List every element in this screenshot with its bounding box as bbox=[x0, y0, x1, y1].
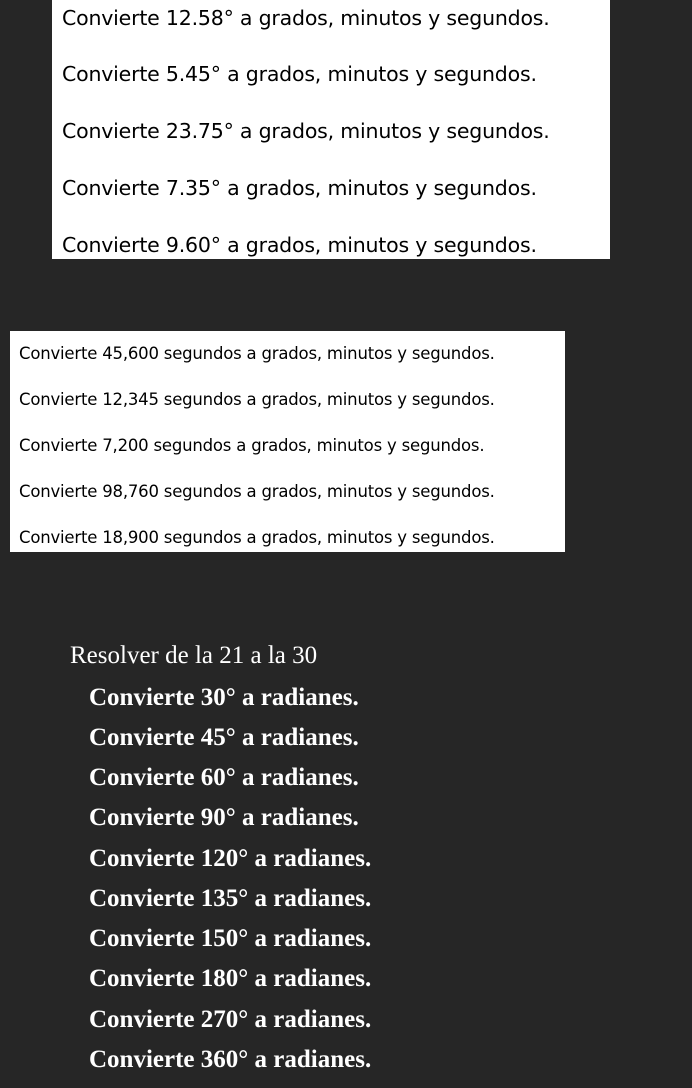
exercise-item: Convierte 12,345 segundos a grados, minutos y segundos. bbox=[19, 390, 495, 409]
problem-item: Convierte 90° a radianes. bbox=[89, 804, 359, 831]
exercise-item: Convierte 5.45° a grados, minutos y segundos. bbox=[62, 62, 537, 86]
problem-item: Convierte 180° a radianes. bbox=[89, 965, 372, 992]
problem-item: Convierte 270° a radianes. bbox=[89, 1006, 372, 1033]
problem-item: Convierte 60° a radianes. bbox=[89, 764, 359, 791]
section-title: Resolver de la 21 a la 30 bbox=[70, 642, 318, 669]
exercise-item: Convierte 98,760 segundos a grados, minutos y segundos. bbox=[19, 482, 495, 501]
problem-item: Convierte 30° a radianes. bbox=[89, 684, 359, 711]
problem-item: Convierte 150° a radianes. bbox=[89, 925, 372, 952]
exercise-item: Convierte 45,600 segundos a grados, minutos y segundos. bbox=[19, 344, 495, 363]
exercise-item: Convierte 23.75° a grados, minutos y segundos. bbox=[62, 119, 550, 143]
exercise-item: Convierte 12.58° a grados, minutos y segundos. bbox=[62, 6, 550, 30]
seconds-exercise-card bbox=[10, 331, 565, 552]
problem-item: Convierte 120° a radianes. bbox=[89, 845, 372, 872]
problem-item: Convierte 360° a radianes. bbox=[89, 1046, 372, 1073]
exercise-item: Convierte 9.60° a grados, minutos y segundos. bbox=[62, 233, 537, 257]
degrees-exercise-card bbox=[52, 0, 610, 259]
exercise-item: Convierte 7.35° a grados, minutos y segundos. bbox=[62, 176, 537, 200]
problem-item: Convierte 45° a radianes. bbox=[89, 724, 359, 751]
exercise-item: Convierte 18,900 segundos a grados, minutos y segundos. bbox=[19, 528, 495, 547]
problem-item: Convierte 135° a radianes. bbox=[89, 885, 372, 912]
exercise-item: Convierte 7,200 segundos a grados, minutos y segundos. bbox=[19, 436, 485, 455]
